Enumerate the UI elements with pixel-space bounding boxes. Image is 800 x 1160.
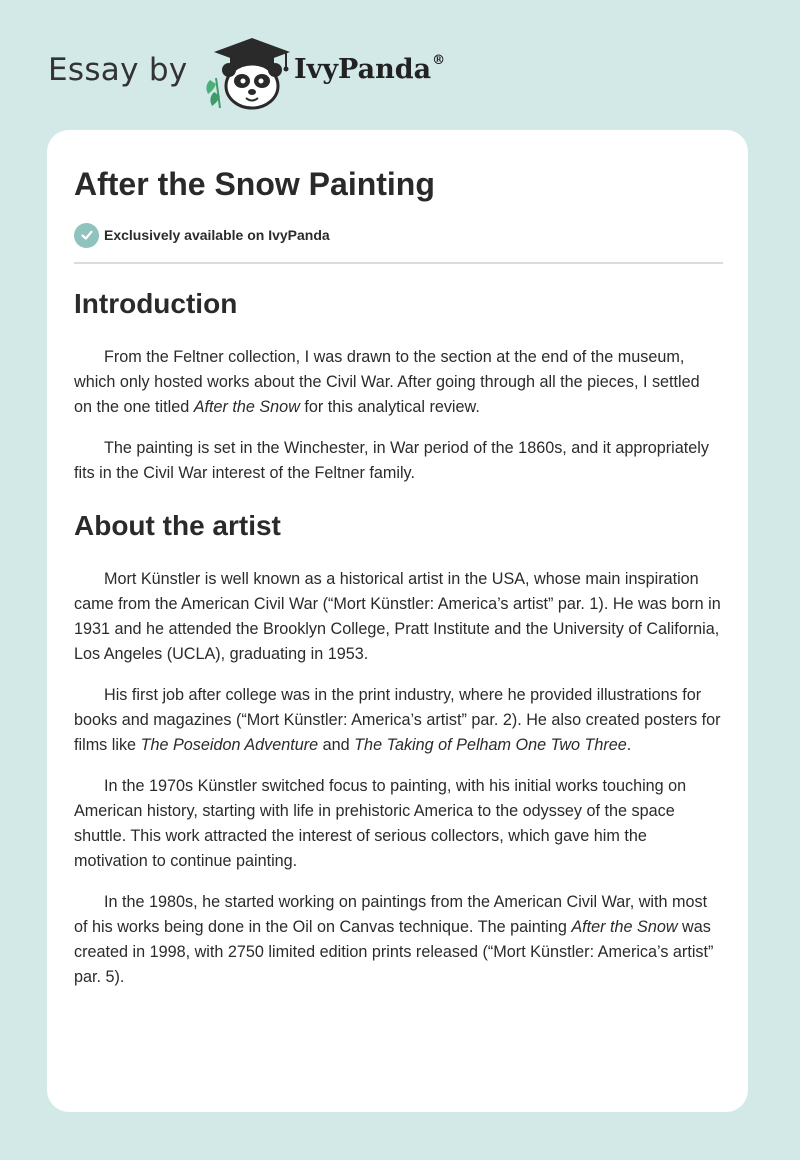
paragraph: In the 1980s, he started working on paintings from the American Civil War, with most of his works being done in the Oil on Canvas technique. The painting After the Snow was created in 1998, with 2750 limited edition prints released (“Mort Künstler: America’s artist” par. 5). [74,893,714,986]
page-title: After the Snow Painting [74,166,435,202]
paragraph: Mort Künstler is well known as a historical artist in the USA, whose main inspiration came from the American Civil War (“Mort Künstler: America’s artist” par. 1). He was born in 1931 and he attended the Brooklyn College, Pratt Institute and the University of California, Los Angeles (UCLA), graduating in 1953. [74,570,721,663]
ivypanda-brand-name[interactable]: IvyPanda® [294,53,446,85]
section-heading-about-the-artist: About the artist [74,510,281,541]
exclusive-badge-label: Exclusively available on IvyPanda [104,227,330,243]
paragraph: From the Feltner collection, I was drawn to the section at the end of the museum, which only hosted works about the Civil War. After going through all the pieces, I settled on the one titled After the Snow for this analytical review. [74,348,700,416]
site-header [48,34,548,114]
paragraph: In the 1970s Künstler switched focus to painting, with his initial works touching on American history, starting with life in prehistoric America to the odyssey of the space shuttle. This work attracted the interest of serious collectors, which gave him the motivation to continue painting. [74,777,687,870]
paragraph: His first job after college was in the print industry, where he provided illustrations for books and magazines (“Mort Künstler: America’s artist” par. 2). He also created posters for films like The Poseidon Adventure and The Taking of Pelham One Two Three. [74,686,721,754]
ivypanda-panda-logo-icon[interactable] [200,34,296,110]
article-card [47,130,748,1112]
exclusive-badge [74,222,722,248]
article-content [74,130,722,990]
divider [74,262,723,264]
essay-by-label: Essay by [48,52,188,88]
paragraph: The painting is set in the Winchester, in War period of the 1860s, and it appropriately fits in the Civil War interest of the Feltner family. [74,439,709,482]
check-icon [74,223,99,248]
section-heading-introduction: Introduction [74,288,238,319]
